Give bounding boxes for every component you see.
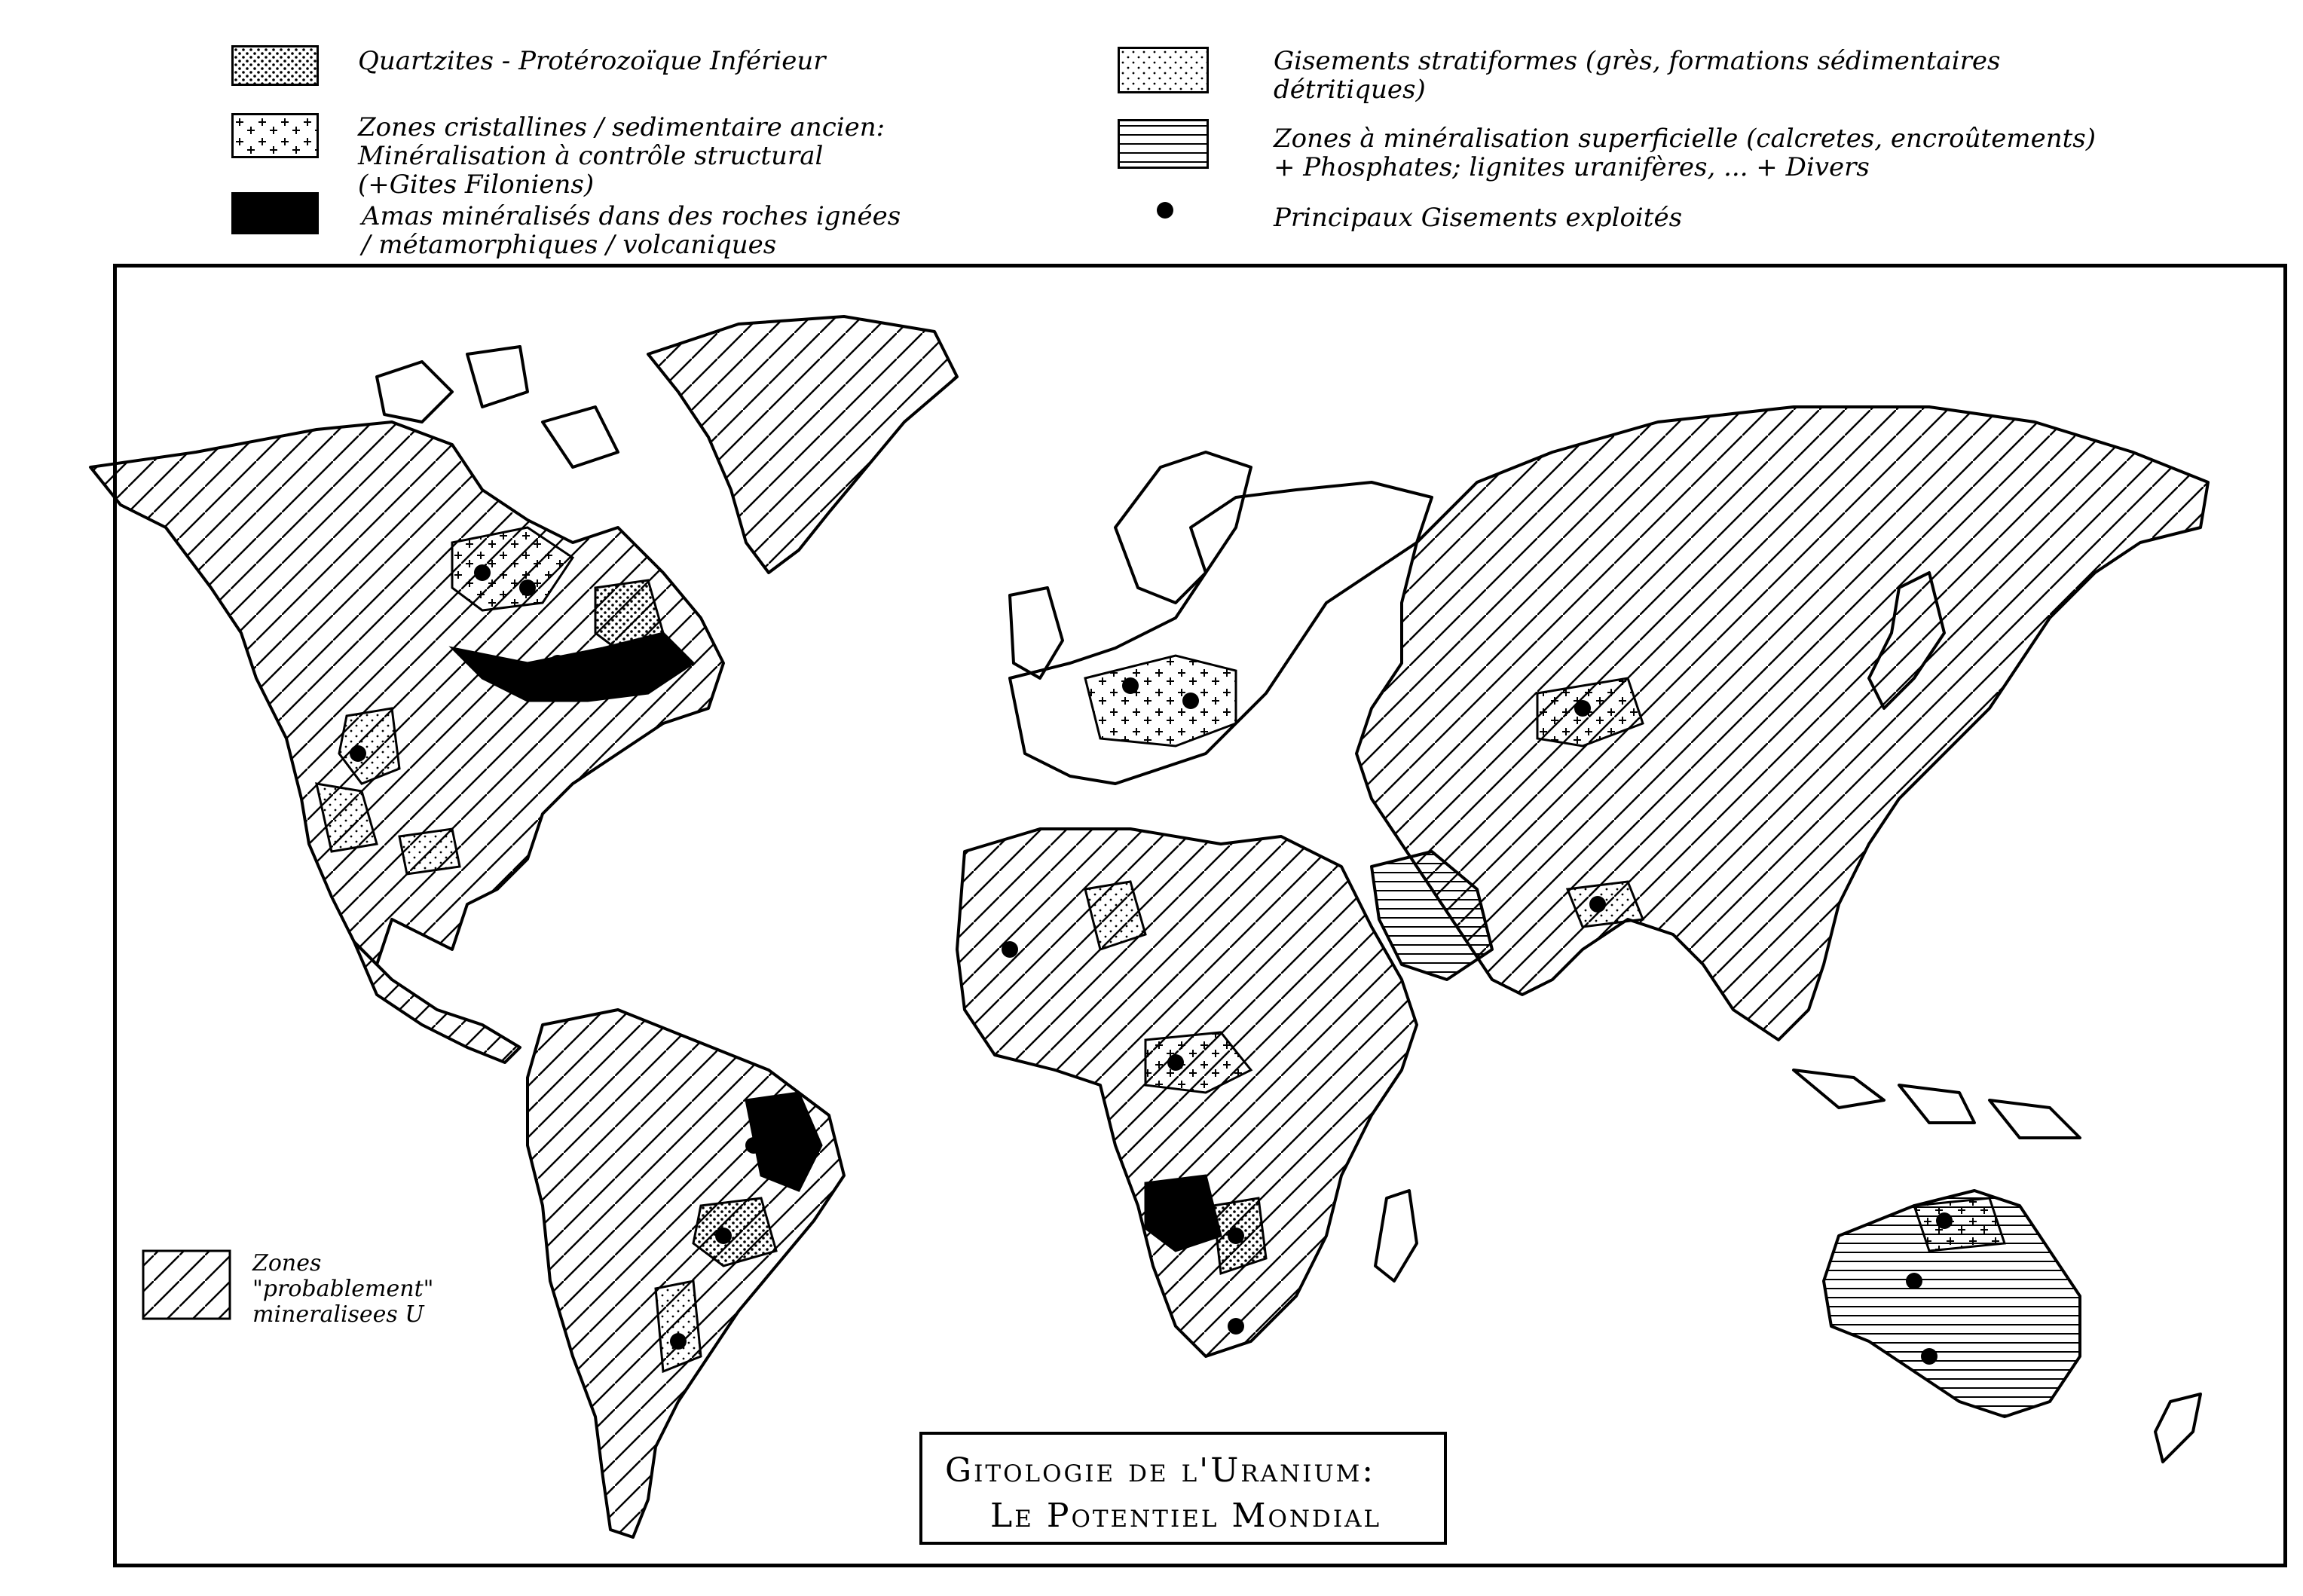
indonesia-outline [1794,1070,2080,1138]
south-america-outline [528,1010,844,1537]
deposit-dot [1167,1054,1184,1071]
scandinavia-outline [1115,452,1251,603]
map-title-line1: Gitologie de l'Uranium: [945,1451,1376,1490]
deposit-dot [1167,1197,1184,1214]
zone-texas [399,829,460,874]
legend-label: Zones à minéralisation superficielle (calcretes, encroûtements) + Phosphates; lignites uranifères, ... + Divers [1274,124,2096,182]
deposit-dot [1182,693,1199,709]
inset-legend-label: Zones "probablement" mineralisees U [252,1250,434,1328]
deposit-dot [670,1333,687,1350]
deposit-dot [1574,700,1591,717]
deposit-dot [1936,1212,1953,1229]
deposit-dot [1921,1348,1938,1365]
madagascar-outline [1375,1191,1417,1281]
greenland-outline [648,316,957,573]
map-title-box [919,1432,1447,1545]
deposit-dot [1589,896,1606,913]
deposit-dot [1122,677,1139,694]
zone-europe-crosses [1085,656,1236,746]
legend-label: Zones cristallines / sedimentaire ancien: Minéralisation à contrôle structural (+Gites Filoniens) [358,112,885,200]
inset-legend-swatch [143,1251,230,1319]
zone-argentina [656,1281,701,1371]
africa-outline [957,829,1417,1356]
deposit-dot [1002,941,1018,958]
deposit-dot [474,564,491,581]
map-title-line2: Le Potentiel Mondial [990,1497,1382,1535]
deposit-dot [519,579,536,596]
deposit-dot [1228,1228,1244,1244]
deposit-dot [1228,1318,1244,1335]
deposit-dot [715,1228,732,1244]
zone-australia-north [1914,1198,2005,1251]
legend-label: Amas minéralisés dans des roches ignées / métamorphiques / volcaniques [362,201,901,260]
uk-outline [1010,588,1063,678]
legend-label: Gisements stratiformes (grès, formations sédimentaires détritiques) [1274,46,2001,105]
deposit-dot [745,1137,762,1154]
new-zealand-outline [2155,1394,2201,1462]
deposit-dot [1906,1273,1922,1289]
deposit-dot [350,745,366,762]
legend-label: Principaux Gisements exploités [1274,203,1683,233]
legend-label: Quartzites - Protérozoïque Inférieur [358,46,826,76]
deposit-dot [549,655,566,671]
